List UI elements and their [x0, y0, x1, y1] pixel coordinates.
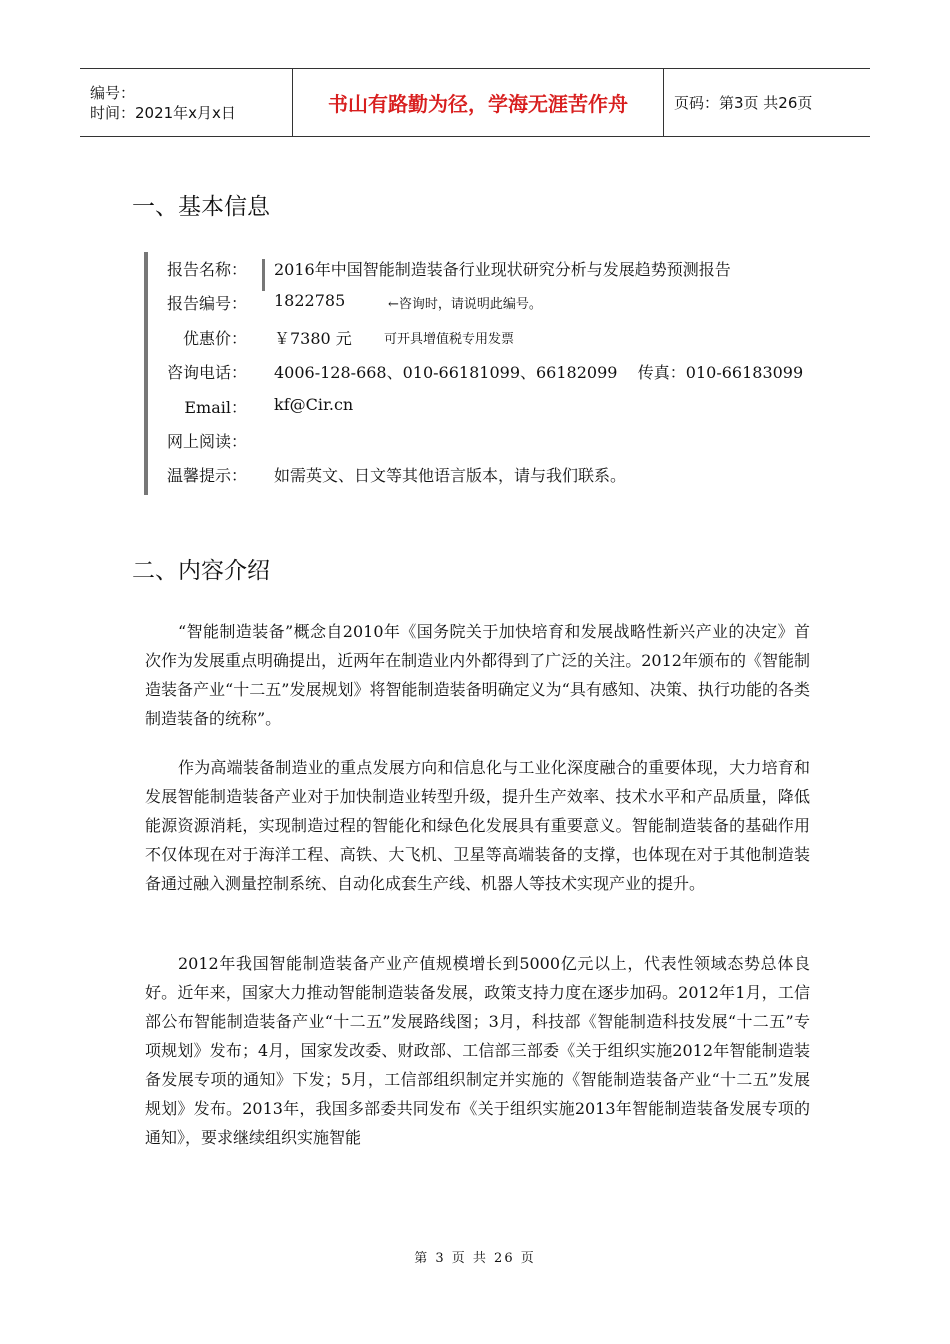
body-paragraph: 2012年我国智能制造装备产业产值规模增长到5000亿元以上，代表性领域态势总体良好。近年来，国家大力推动智能制造装备发展，政策支持力度在逐步加码。2012年1月，工信部公布智能制造装备产业“十二五”发展路线图；3月，科技部《智能制造科技发展“十二五”专项规划》发布；4月，国家发改委、财政部、工信部三部委《关于组织实施2012年智能制造装备发展专项的通知》下发；5月，工信部组织制定并实施的《智能制造装备产业“十二五”发展规划》发布。2013年，我国多部委共同发布《关于组织实施2013年智能制造装备发展专项的通知》，要求继续组织实施智能	[145, 954, 810, 1147]
info-row-phone	[148, 360, 848, 390]
info-value: 2016年中国智能制造装备行业现状研究分析与发展趋势预测报告	[274, 260, 731, 279]
info-row-online-reading	[148, 429, 848, 459]
info-row-tip	[148, 463, 848, 493]
time-label: 时间：2021年x月x日	[90, 103, 236, 122]
info-label: 咨询电话：	[167, 363, 248, 382]
info-note: 可开具增值税专用发票	[384, 332, 515, 347]
info-row-report-name	[148, 257, 848, 287]
info-value: ￥7380 元	[274, 329, 352, 348]
header-meta	[80, 69, 292, 136]
info-label: 网上阅读：	[167, 432, 248, 451]
body-paragraph: 作为高端装备制造业的重点发展方向和信息化与工业化深度融合的重要体现，大力培育和发展智能制造装备产业对于加快制造业转型升级，提升生产效率、技术水平和产品质量，降低能源资源消耗，实现制造过程的智能化和绿色化发展具有重要意义。智能制造装备的基础作用不仅体现在对于海洋工程、高铁、大飞机、卫星等高端装备的支撑，也体现在对于其他制造装备通过融入测量控制系统、自动化成套生产线、机器人等技术实现产业的提升。	[145, 758, 810, 893]
info-value: 4006-128-668、010-66181099、66182099 传真：010-66183099	[274, 363, 804, 382]
motto-text: 书山有路勤为径，学海无涯苦作舟	[328, 92, 628, 116]
info-label: 报告名称：	[167, 260, 248, 279]
info-row-report-number	[148, 291, 848, 321]
header-page-info: 页码：第3页 共26页	[674, 94, 813, 112]
info-label: 报告编号：	[167, 294, 248, 313]
section-title-basic-info: 一、基本信息	[132, 194, 270, 220]
page-header	[80, 68, 870, 137]
info-label: 温馨提示：	[167, 466, 248, 485]
info-label: 优惠价：	[182, 329, 247, 348]
section-title-content-intro: 二、内容介绍	[132, 558, 270, 584]
header-motto	[292, 69, 664, 136]
divider-bar	[262, 259, 265, 291]
info-block	[144, 252, 848, 495]
number-label: 编号：	[90, 83, 136, 102]
info-label: Email：	[184, 398, 247, 417]
info-value: 如需英文、日文等其他语言版本，请与我们联系。	[274, 466, 627, 485]
email-link[interactable]: kf@Cir.cn	[274, 395, 354, 414]
info-note: ←咨询时，请说明此编号。	[388, 297, 542, 312]
info-value: 1822785	[274, 291, 346, 310]
info-row-email	[148, 395, 848, 425]
info-row-price	[148, 326, 848, 356]
body-paragraph: “智能制造装备”概念自2010年《国务院关于加快培育和发展战略性新兴产业的决定》首次作为发展重点明确提出，近两年在制造业内外都得到了广泛的关注。2012年颁布的《智能制造装备产业“十二五”发展规划》将智能制造装备明确定义为“具有感知、决策、执行功能的各类制造装备的统称”。	[145, 622, 810, 728]
page-footer: 第 3 页 共 26 页	[414, 1251, 536, 1266]
